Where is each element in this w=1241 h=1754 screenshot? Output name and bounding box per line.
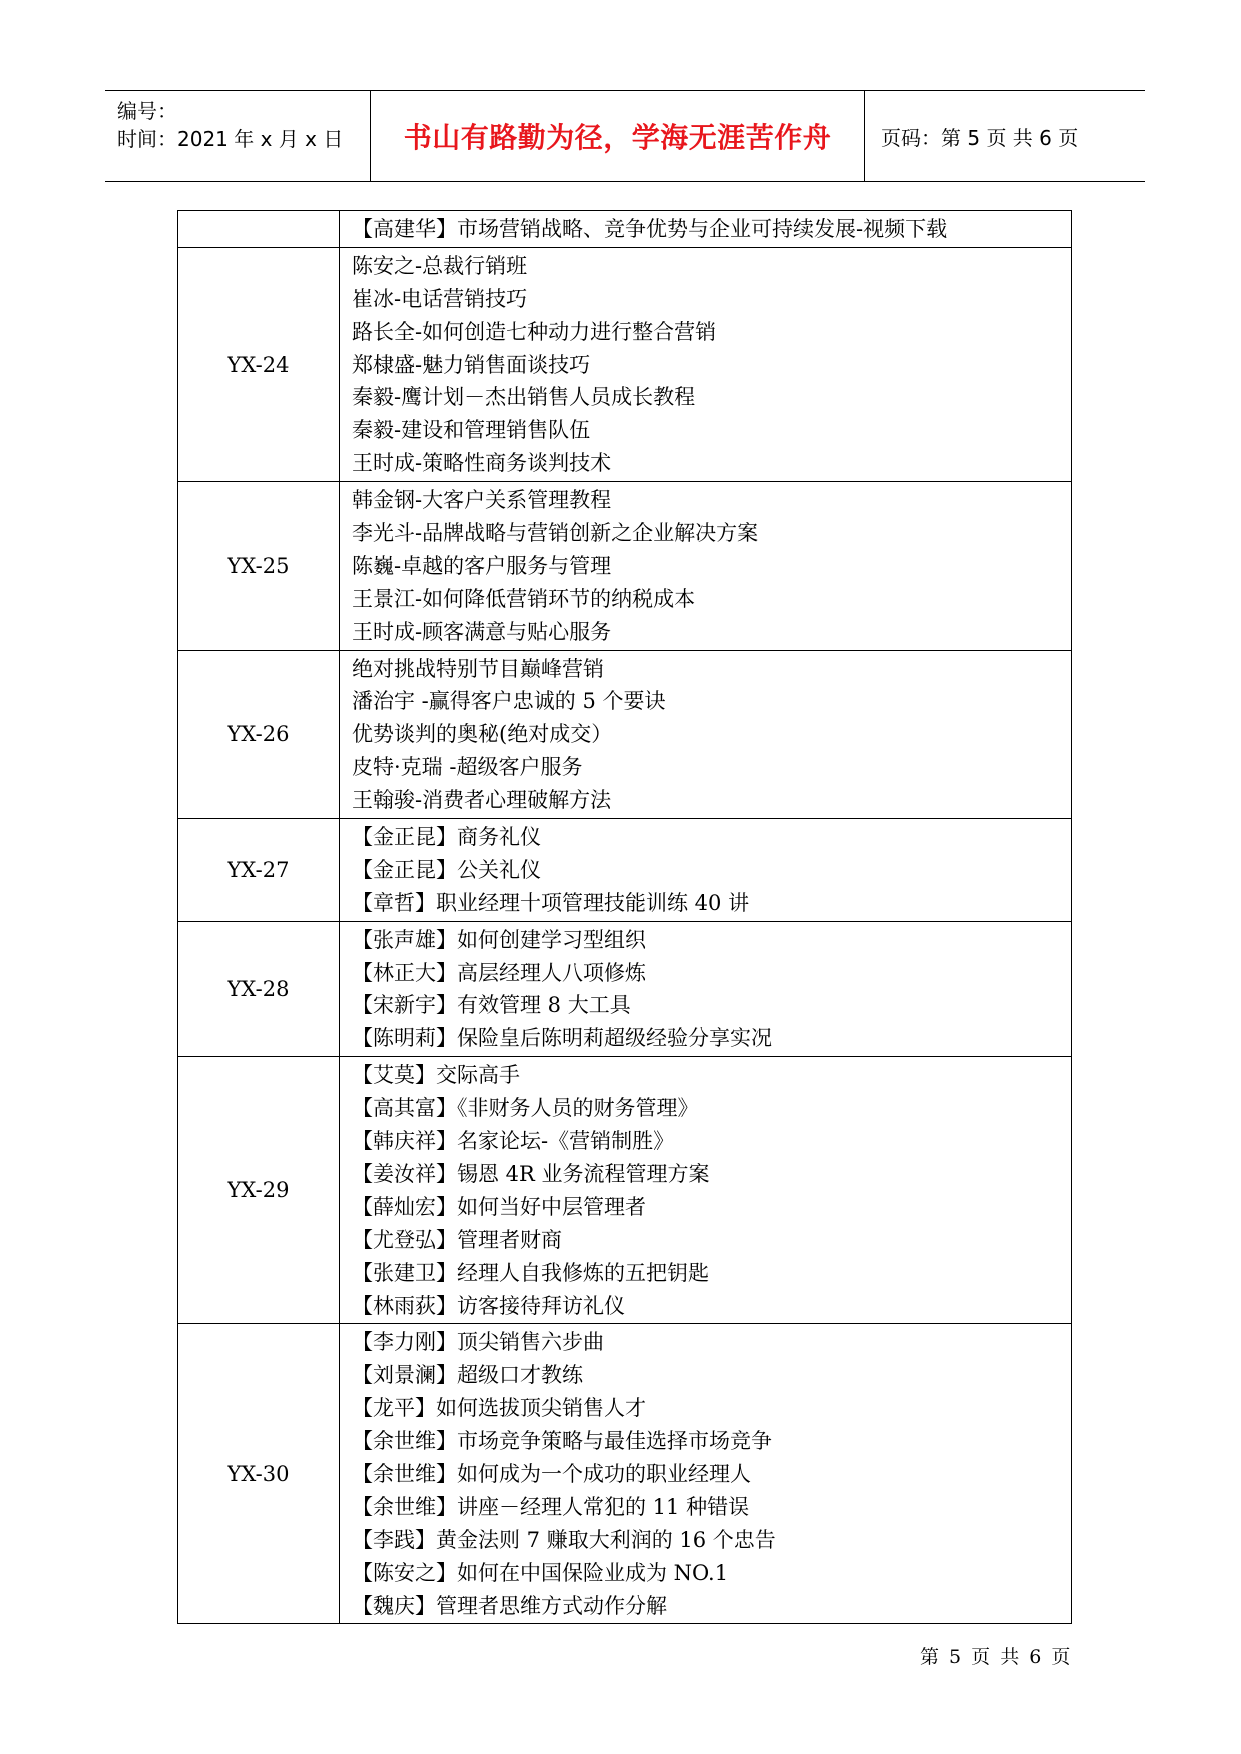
list-item: 陈巍-卓越的客户服务与管理 [352, 553, 612, 578]
list-item: 【尤登弘】管理者财商 [352, 1227, 562, 1252]
list-item: 【高其富】《非财务人员的财务管理》 [352, 1096, 699, 1121]
list-item: 秦毅-建设和管理销售队伍 [352, 418, 591, 443]
table-row [178, 921, 1072, 1057]
list-item: 【林雨荻】访客接待拜访礼仪 [352, 1293, 625, 1318]
course-code: YX-27 [178, 819, 340, 922]
course-list [340, 247, 1072, 481]
list-item: 【余世维】市场竞争策略与最佳选择市场竞争 [352, 1429, 772, 1454]
list-item: 【陈明莉】保险皇后陈明莉超级经验分享实况 [352, 1026, 772, 1051]
list-item: 【龙平】如何选拔顶尖销售人才 [352, 1396, 646, 1421]
course-code [178, 211, 340, 248]
list-item: 【金正昆】商务礼仪 [352, 825, 541, 850]
table-row [178, 819, 1072, 922]
list-item: 王翰骏-消费者心理破解方法 [352, 788, 612, 813]
list-item: 韩金钢-大客户关系管理教程 [352, 488, 612, 513]
course-table-body [178, 211, 1072, 1624]
list-item: 崔冰-电话营销技巧 [352, 286, 528, 311]
table-row [178, 482, 1072, 650]
document-number-label: 编号： [117, 99, 177, 123]
course-code: YX-24 [178, 247, 340, 481]
list-item: 【宋新宇】有效管理 8 大工具 [352, 993, 631, 1018]
header-page-info: 页码：第 5 页 共 6 页 [881, 125, 1079, 150]
list-item: 【韩庆祥】名家论坛-《营销制胜》 [352, 1129, 675, 1154]
list-item: 【林正大】高层经理人八项修炼 [352, 960, 646, 985]
course-list [340, 650, 1072, 818]
table-row [178, 1057, 1072, 1324]
list-item: 王时成-顾客满意与贴心服务 [352, 619, 612, 644]
course-code: YX-26 [178, 650, 340, 818]
course-code: YX-30 [178, 1324, 340, 1624]
list-item: 绝对挑战特别节目巅峰营销 [352, 656, 604, 681]
page-footer: 第 5 页 共 6 页 [920, 1646, 1071, 1668]
course-table [177, 210, 1072, 1624]
list-item: 【魏庆】管理者思维方式动作分解 [352, 1593, 667, 1618]
list-item: 【姜汝祥】锡恩 4R 业务流程管理方案 [352, 1161, 710, 1186]
header-page-cell [865, 91, 1145, 181]
table-row [178, 1324, 1072, 1624]
list-item: 【余世维】讲座－经理人常犯的 11 种错误 [352, 1494, 750, 1519]
list-item: 秦毅-鹰计划－杰出销售人员成长教程 [352, 385, 696, 410]
list-item: 潘治宇 -赢得客户忠诚的 5 个要诀 [352, 689, 666, 714]
list-item: 【陈安之】如何在中国保险业成为 NO.1 [352, 1560, 729, 1585]
course-code: YX-29 [178, 1057, 340, 1324]
table-row [178, 247, 1072, 481]
course-code: YX-28 [178, 921, 340, 1057]
list-item: 【章哲】职业经理十项管理技能训练 40 讲 [352, 890, 750, 915]
course-list [340, 482, 1072, 650]
header-motto: 书山有路勤为径，学海无涯苦作舟 [403, 121, 832, 154]
list-item: 李光斗-品牌战略与营销创新之企业解决方案 [352, 521, 759, 546]
course-list [340, 1324, 1072, 1624]
header-meta-cell [105, 91, 371, 181]
list-item: 【余世维】如何成为一个成功的职业经理人 [352, 1461, 751, 1486]
list-item: 【艾莫】交际高手 [352, 1063, 520, 1088]
course-list [340, 819, 1072, 922]
list-item: 【张声雄】如何创建学习型组织 [352, 927, 646, 952]
list-item: 王景江-如何降低营销环节的纳税成本 [352, 586, 696, 611]
list-item: 【薛灿宏】如何当好中层管理者 [352, 1194, 646, 1219]
course-list [340, 211, 1072, 248]
list-item: 【刘景澜】超级口才教练 [352, 1363, 583, 1388]
document-time-label: 时间：2021 年 x 月 x 日 [117, 127, 344, 151]
header-motto-cell [371, 91, 865, 181]
list-item: 陈安之-总裁行销班 [352, 253, 528, 278]
course-code: YX-25 [178, 482, 340, 650]
course-list [340, 1057, 1072, 1324]
list-item: 皮特·克瑞 -超级客户服务 [352, 755, 583, 780]
list-item: 优势谈判的奥秘(绝对成交） [352, 722, 613, 747]
table-row [178, 650, 1072, 818]
list-item: 【金正昆】公关礼仪 [352, 857, 541, 882]
list-item: 路长全-如何创造七种动力进行整合营销 [352, 319, 717, 344]
page-header [105, 90, 1145, 182]
course-list [340, 921, 1072, 1057]
list-item: 【张建卫】经理人自我修炼的五把钥匙 [352, 1260, 709, 1285]
list-item: 【高建华】市场营销战略、竞争优势与企业可持续发展-视频下载 [352, 217, 948, 241]
list-item: 郑棣盛-魅力销售面谈技巧 [352, 352, 591, 377]
list-item: 王时成-策略性商务谈判技术 [352, 451, 612, 476]
table-row [178, 211, 1072, 248]
list-item: 【李力刚】顶尖销售六步曲 [352, 1330, 604, 1355]
list-item: 【李践】黄金法则 7 赚取大利润的 16 个忠告 [352, 1527, 776, 1552]
